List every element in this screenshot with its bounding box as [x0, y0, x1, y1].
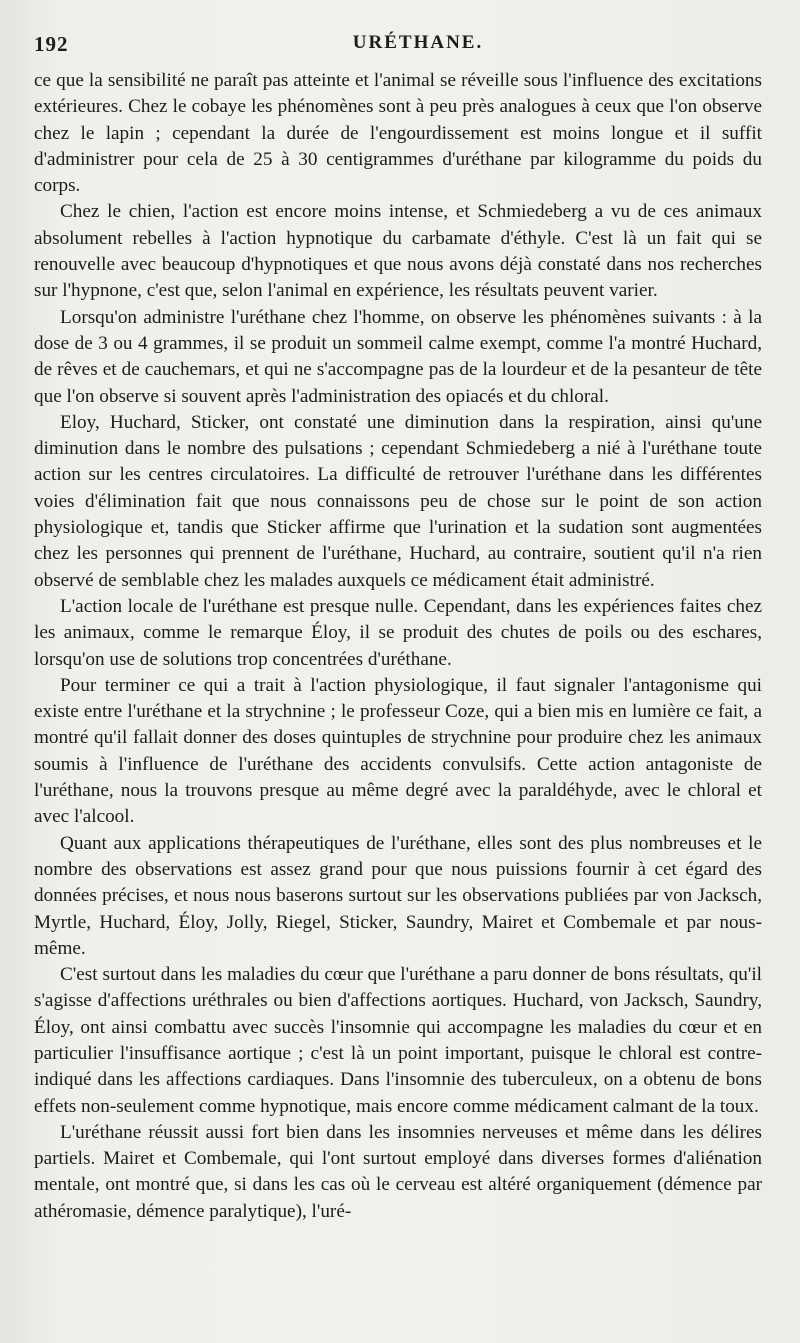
paragraph: C'est surtout dans les maladies du cœur que l'uréthane a paru donner de bons résultats, qu'il s'agisse d'affections uréthrales ou bien d'affections aortiques. Huchard, von Jacksch, Saundry, Éloy, ont ainsi combattu avec succès l'insomnie qui accompagne les maladies du cœur et en particulier l'insuffisance aortique ; c'est là un point important, puisque le chloral est contre-indiqué dans les affections cardiaques. Dans l'insomnie des tuberculeux, on a obtenu de bons effets non-seulement comme hypnotique, mais encore comme médicament calmant de la toux.	[34, 964, 762, 1117]
body-text	[34, 68, 762, 1225]
paragraph: L'action locale de l'uréthane est presque nulle. Cependant, dans les expériences faites chez les animaux, comme le remarque Éloy, il se produit des chutes de poils ou des eschares, lorsqu'on use de solutions trop concentrées d'uréthane.	[34, 595, 762, 670]
running-header	[34, 20, 762, 60]
paragraph: ce que la sensibilité ne paraît pas atteinte et l'animal se réveille sous l'influence des excitations extérieures. Chez le cobaye les phénomènes sont à peu près analogues à ceux que l'on observe chez le lapin ; cependant la durée de l'engourdissement est moins longue et il suffit d'administrer pour cela de 25 à 30 centigrammes d'uréthane par kilogramme du poids du corps.	[34, 70, 762, 197]
paragraph: Quant aux applications thérapeutiques de l'uréthane, elles sont des plus nombreuses et le nombre des observations est assez grand pour que nous puissions fournir à cet égard des données précises, et nous nous baserons surtout sur les observations publiées par von Jacksch, Myrtle, Huchard, Éloy, Jolly, Riegel, Sticker, Saundry, Mairet et Combemale et par nous-même.	[34, 832, 762, 959]
page-number: 192	[34, 32, 69, 56]
paragraph: Lorsqu'on administre l'uréthane chez l'homme, on observe les phénomènes suivants : à la dose de 3 ou 4 grammes, il se produit un sommeil calme exempt, comme l'a montré Huchard, de rêves et de cauchemars, et qui ne s'accompagne pas de la lourdeur et de la pesanteur de tête que l'on observe si souvent après l'administration des opiacés et du chloral.	[34, 306, 762, 407]
running-title: URÉTHANE.	[352, 32, 484, 53]
paragraph: Pour terminer ce qui a trait à l'action physiologique, il faut signaler l'antagonisme qui existe entre l'uréthane et la strychnine ; le professeur Coze, qui a bien mis en lumière ce fait, a montré qu'il fallait donner des doses quintuples de strychnine pour produire chez les animaux soumis à l'influence de l'uréthane des accidents convulsifs. Cette action antagoniste de l'uréthane, nous la trouvons presque au même degré avec la paraldéhyde, avec le chloral et avec l'alcool.	[34, 674, 762, 828]
paragraph: Eloy, Huchard, Sticker, ont constaté une diminution dans la respiration, ainsi qu'une diminution dans le nombre des pulsations ; cependant Schmiedeberg a nié à l'uréthane toute action sur les centres circulatoires. La difficulté de retrouver l'uréthane dans les différentes voies d'élimination fait que nous connaissons peu de chose sur le point de son action physiologique et, tandis que Sticker affirme que l'urination et la sudation sont augmentées chez les personnes qui prennent de l'uréthane, Huchard, au contraire, soutient qu'il n'a rien observé de semblable chez les malades auxquels ce médicament était administré.	[34, 411, 762, 591]
paragraph: Chez le chien, l'action est encore moins intense, et Schmiedeberg a vu de ces animaux absolument rebelles à l'action hypnotique du carbamate d'éthyle. C'est là un fait qui se renouvelle avec beaucoup d'hypnotiques et que nous avons déjà constaté dans nos recherches sur l'hypnone, c'est que, selon l'animal en expérience, les résultats peuvent varier.	[34, 201, 762, 302]
paragraph: L'uréthane réussit aussi fort bien dans les insomnies nerveuses et même dans les délires partiels. Mairet et Combemale, qui l'ont surtout employé dans diverses formes d'aliénation mentale, ont montré que, si dans les cas où le cerveau est altéré organiquement (démence par athéromasie, démence paralytique), l'uré-	[34, 1121, 762, 1222]
